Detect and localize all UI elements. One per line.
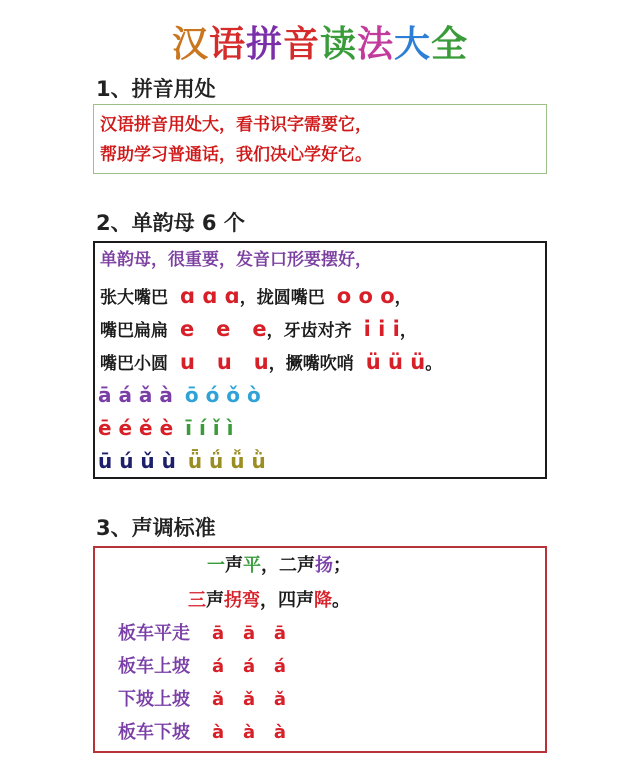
vowel-row-2: [100, 316, 417, 344]
tone-row-level: [118, 621, 286, 647]
section1-line2: 帮助学习普通话，我们决心学好它。: [100, 145, 372, 165]
vowel-row-1: [100, 283, 412, 311]
rhyme-word: 平: [243, 555, 261, 576]
tone-group-a: ā á ǎ à: [98, 383, 173, 407]
vowel-end: ，: [394, 288, 412, 308]
vowel-pinyin: o o o: [336, 284, 395, 308]
vowel-row-label: 嘴巴扁扁: [100, 321, 168, 341]
tone-row-3: [98, 448, 266, 474]
rhyme-word: 声: [225, 555, 243, 576]
tone-marks: à à à: [212, 722, 287, 743]
title-char: 语: [208, 24, 246, 65]
section2-intro: 单韵母，很重要，发音口形要摆好，: [100, 250, 372, 270]
vowel-sep: ，: [268, 354, 286, 374]
tone-row-2: [98, 415, 233, 441]
tone-marks: á á á: [212, 656, 287, 677]
vowel-end: ，: [399, 321, 417, 341]
vowel-row-label: 张大嘴巴: [100, 288, 168, 308]
rhyme-word: 扬: [315, 555, 333, 576]
rhyme-word: 拐弯: [224, 590, 260, 611]
tone-group-e: ē é ě è: [98, 416, 174, 440]
rhyme-word: ；: [333, 555, 351, 576]
tone-marks: ā ā ā: [212, 623, 287, 644]
vowel-pinyin: ɑ ɑ ɑ: [180, 284, 240, 308]
tone-label: 板车平走: [118, 623, 190, 644]
vowel-end: 。: [425, 354, 443, 374]
section2-heading: 2、单韵母 6 个: [96, 211, 245, 235]
title-char: 音: [282, 24, 320, 65]
tone-row-dipping: [118, 687, 286, 713]
vowel-pinyin: ü ü ü: [365, 350, 426, 374]
title-char: 汉: [171, 24, 209, 65]
tone-rhyme-1: [207, 553, 351, 579]
rhyme-word: 降: [314, 590, 332, 611]
tone-row-1: [98, 382, 261, 408]
rhyme-word: 声: [206, 590, 224, 611]
tone-group-v: ǖ ǘ ǚ ǜ: [187, 449, 266, 473]
tone-group-u: ū ú ǔ ù: [98, 449, 176, 473]
rhyme-word: 三: [188, 590, 206, 611]
tone-rhyme-2: [188, 588, 350, 614]
vowel-sep: ，: [266, 321, 284, 341]
rhyme-word: 。: [332, 590, 350, 611]
rhyme-word: ，四声: [260, 590, 314, 611]
vowel-sep: ，: [239, 288, 257, 308]
rhyme-word: ，二声: [261, 555, 315, 576]
title-char: 读: [320, 24, 358, 65]
section1-line1: 汉语拼音用处大，看书识字需要它，: [100, 115, 372, 135]
tone-label: 板车上坡: [118, 656, 190, 677]
tone-label: 板车下坡: [118, 722, 190, 743]
section1-heading: 1、拼音用处: [96, 77, 216, 101]
vowel-pinyin: e e e: [180, 317, 267, 341]
title-char: 法: [357, 24, 395, 65]
tone-group-i: ī í ǐ ì: [185, 416, 234, 440]
title-char: 大: [394, 24, 432, 65]
vowel-row-label: 嘴巴小圆: [100, 354, 168, 374]
tone-row-rising: [118, 654, 286, 680]
vowel-row-label: 牙齿对齐: [283, 321, 352, 341]
tone-marks: ǎ ǎ ǎ: [212, 689, 287, 710]
tone-row-falling: [118, 720, 286, 746]
title-char: 全: [431, 24, 469, 65]
section3-heading: 3、声调标准: [96, 516, 216, 540]
tone-group-o: ō ó ǒ ò: [184, 383, 261, 407]
tone-label: 下坡上坡: [118, 689, 190, 710]
vowel-pinyin: i i i: [363, 317, 400, 341]
vowel-row-label: 撅嘴吹哨: [285, 354, 354, 374]
rhyme-word: 一: [207, 555, 225, 576]
page-title: [0, 20, 640, 70]
vowel-row-3: [100, 349, 442, 377]
title-char: 拼: [245, 24, 283, 65]
vowel-row-label: 拢圆嘴巴: [256, 288, 325, 308]
vowel-pinyin: u u u: [180, 350, 269, 374]
